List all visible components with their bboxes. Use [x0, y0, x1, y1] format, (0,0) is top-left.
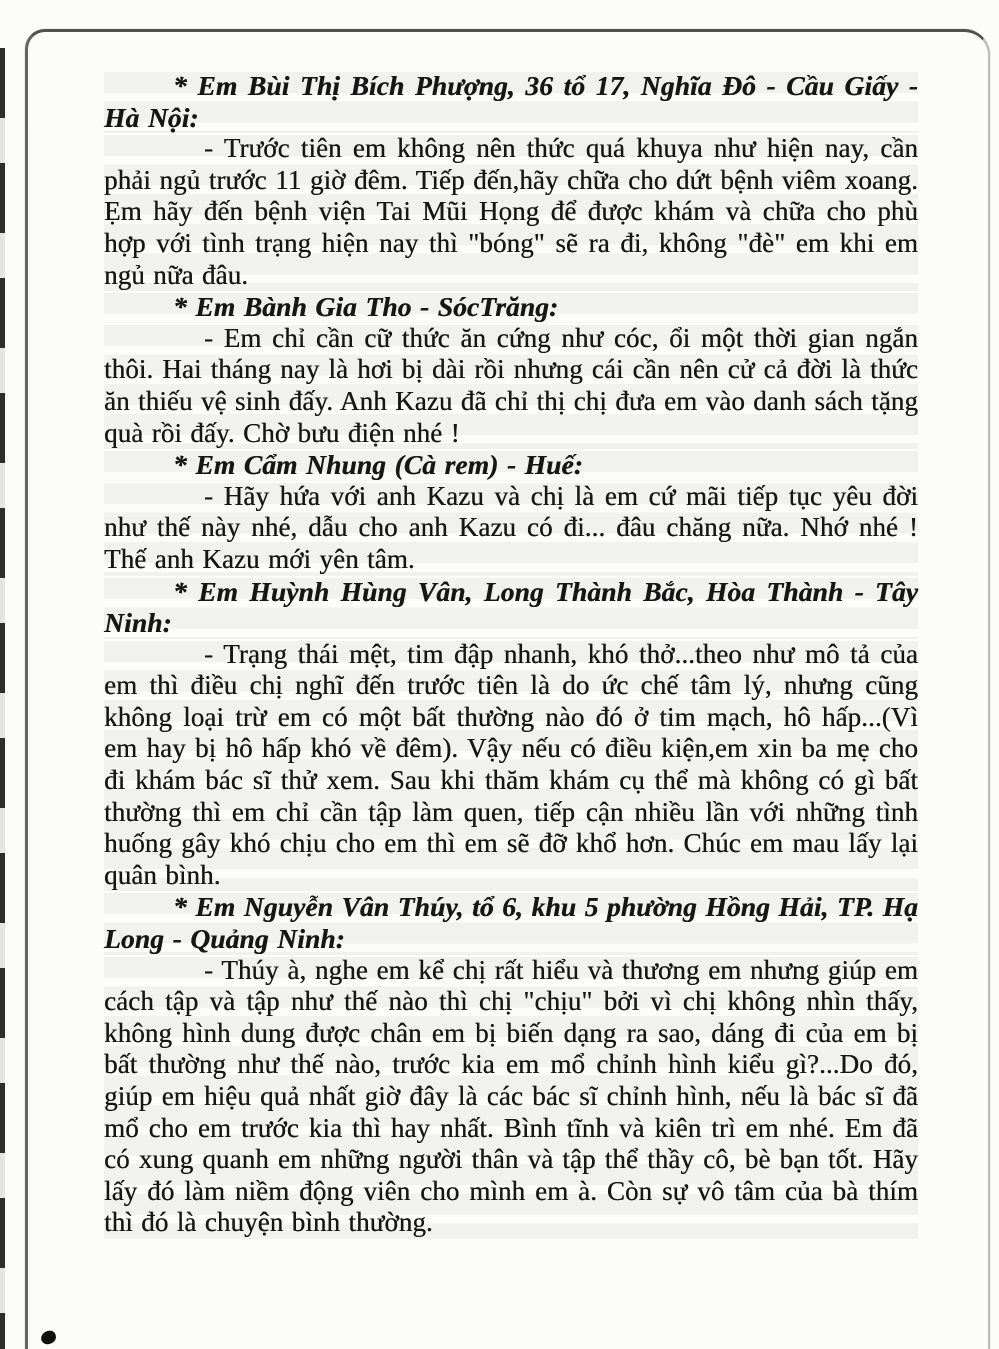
page-gutter-shadow	[0, 48, 5, 1349]
letter-section	[104, 291, 918, 449]
reader-name-header: * Em Bành Gia Tho - SócTrăng:	[104, 291, 918, 323]
ink-blot	[40, 1329, 58, 1345]
reader-name-header: * Em Huỳnh Hùng Vân, Long Thành Bắc, Hòa Thành - Tây Ninh:	[104, 575, 918, 639]
reply-paragraph: - Trước tiên em không nên thức quá khuya như hiện nay, cần phải ngủ trước 11 giờ đêm. Tiếp đến,hãy chữa cho dứt bệnh viêm xoang. Ẹm hãy đến bệnh viện Tai Mũi Họng để được khám và chữa cho phù hợp với tình trạng hiện nay thì "bóng" sẽ ra đi, không "đè" em khi em ngủ nữa đâu.	[104, 133, 918, 290]
letter-section	[104, 576, 918, 892]
advice-column	[104, 70, 918, 1239]
reader-name-header: * Em Bùi Thị Bích Phượng, 36 tổ 17, Nghĩa Đô - Cầu Giấy - Hà Nội:	[104, 70, 918, 133]
letter-section	[104, 449, 918, 575]
reader-name-header: * Em Cẩm Nhung (Cà rem) - Huế:	[104, 449, 918, 481]
letter-section	[104, 70, 918, 291]
letter-section	[104, 891, 918, 1239]
reader-name-header: * Em Nguyễn Vân Thúy, tổ 6, khu 5 phường Hồng Hải, TP. Hạ Long - Quảng Ninh:	[104, 891, 918, 955]
reply-paragraph: - Hãy hứa với anh Kazu và chị là em cứ mãi tiếp tục yêu đời như thế này nhé, dẫu cho anh Kazu có đi... đâu chăng nữa. Nhớ nhé ! Thế anh Kazu mới yên tâm.	[104, 480, 918, 574]
reply-paragraph: - Em chỉ cần cữ thức ăn cứng như cóc, ổi một thời gian ngắn thôi. Hai tháng nay là hơi bị dài rồi nhưng cái cần nên cử cả đời là thức ăn thiếu vệ sinh đấy. Anh Kazu đã chỉ thị chị đưa em vào danh sách tặng quà rồi đấy. Chờ bưu điện nhé !	[104, 322, 919, 448]
reply-paragraph: - Trạng thái mệt, tim đập nhanh, khó thở...theo như mô tả của em thì điều chị nghĩ đến trước tiên là do ức chế tâm lý, nhưng cũng không loại trừ em có một bất thường nào đó ở tim mạch, hô hấp...(Vì em hay bị hô hấp khó về đêm). Vậy nếu có điều kiện,em xin ba mẹ cho đi khám bác sĩ thử xem. Sau khi thăm khám cụ thể mà không có gì bất thường thì em chỉ cần tập làm quen, tiếp cận nhiều lần với những tình huống gây khó chịu cho em thì em sẽ đỡ khổ hơn. Chúc em mau lấy lại quân bình.	[104, 638, 918, 890]
reply-paragraph: - Thúy à, nghe em kể chị rất hiểu và thương em nhưng giúp em cách tập và tập như thế nào thì chị "chịu" bởi vì chị không nhìn thấy, không hình dung được chân em bị biến dạng ra sao, dáng đi của em bị bất thường như thế nào, trước kia em mổ chỉnh hình kiểu gì?...Do đó, giúp em hiệu quả nhất giờ đây là các bác sĩ chỉnh hình, nếu là bác sĩ đã mổ cho em trước kia thì hay nhất. Bình tĩnh và kiên trì em nhé. Em đã có xung quanh em những người thân và tập thể thầy cô, bè bạn tốt. Hãy lấy đó làm niềm động viên cho mình em à. Còn sự vô tâm của bà thím thì đó là chuyện bình thường.	[104, 954, 918, 1238]
